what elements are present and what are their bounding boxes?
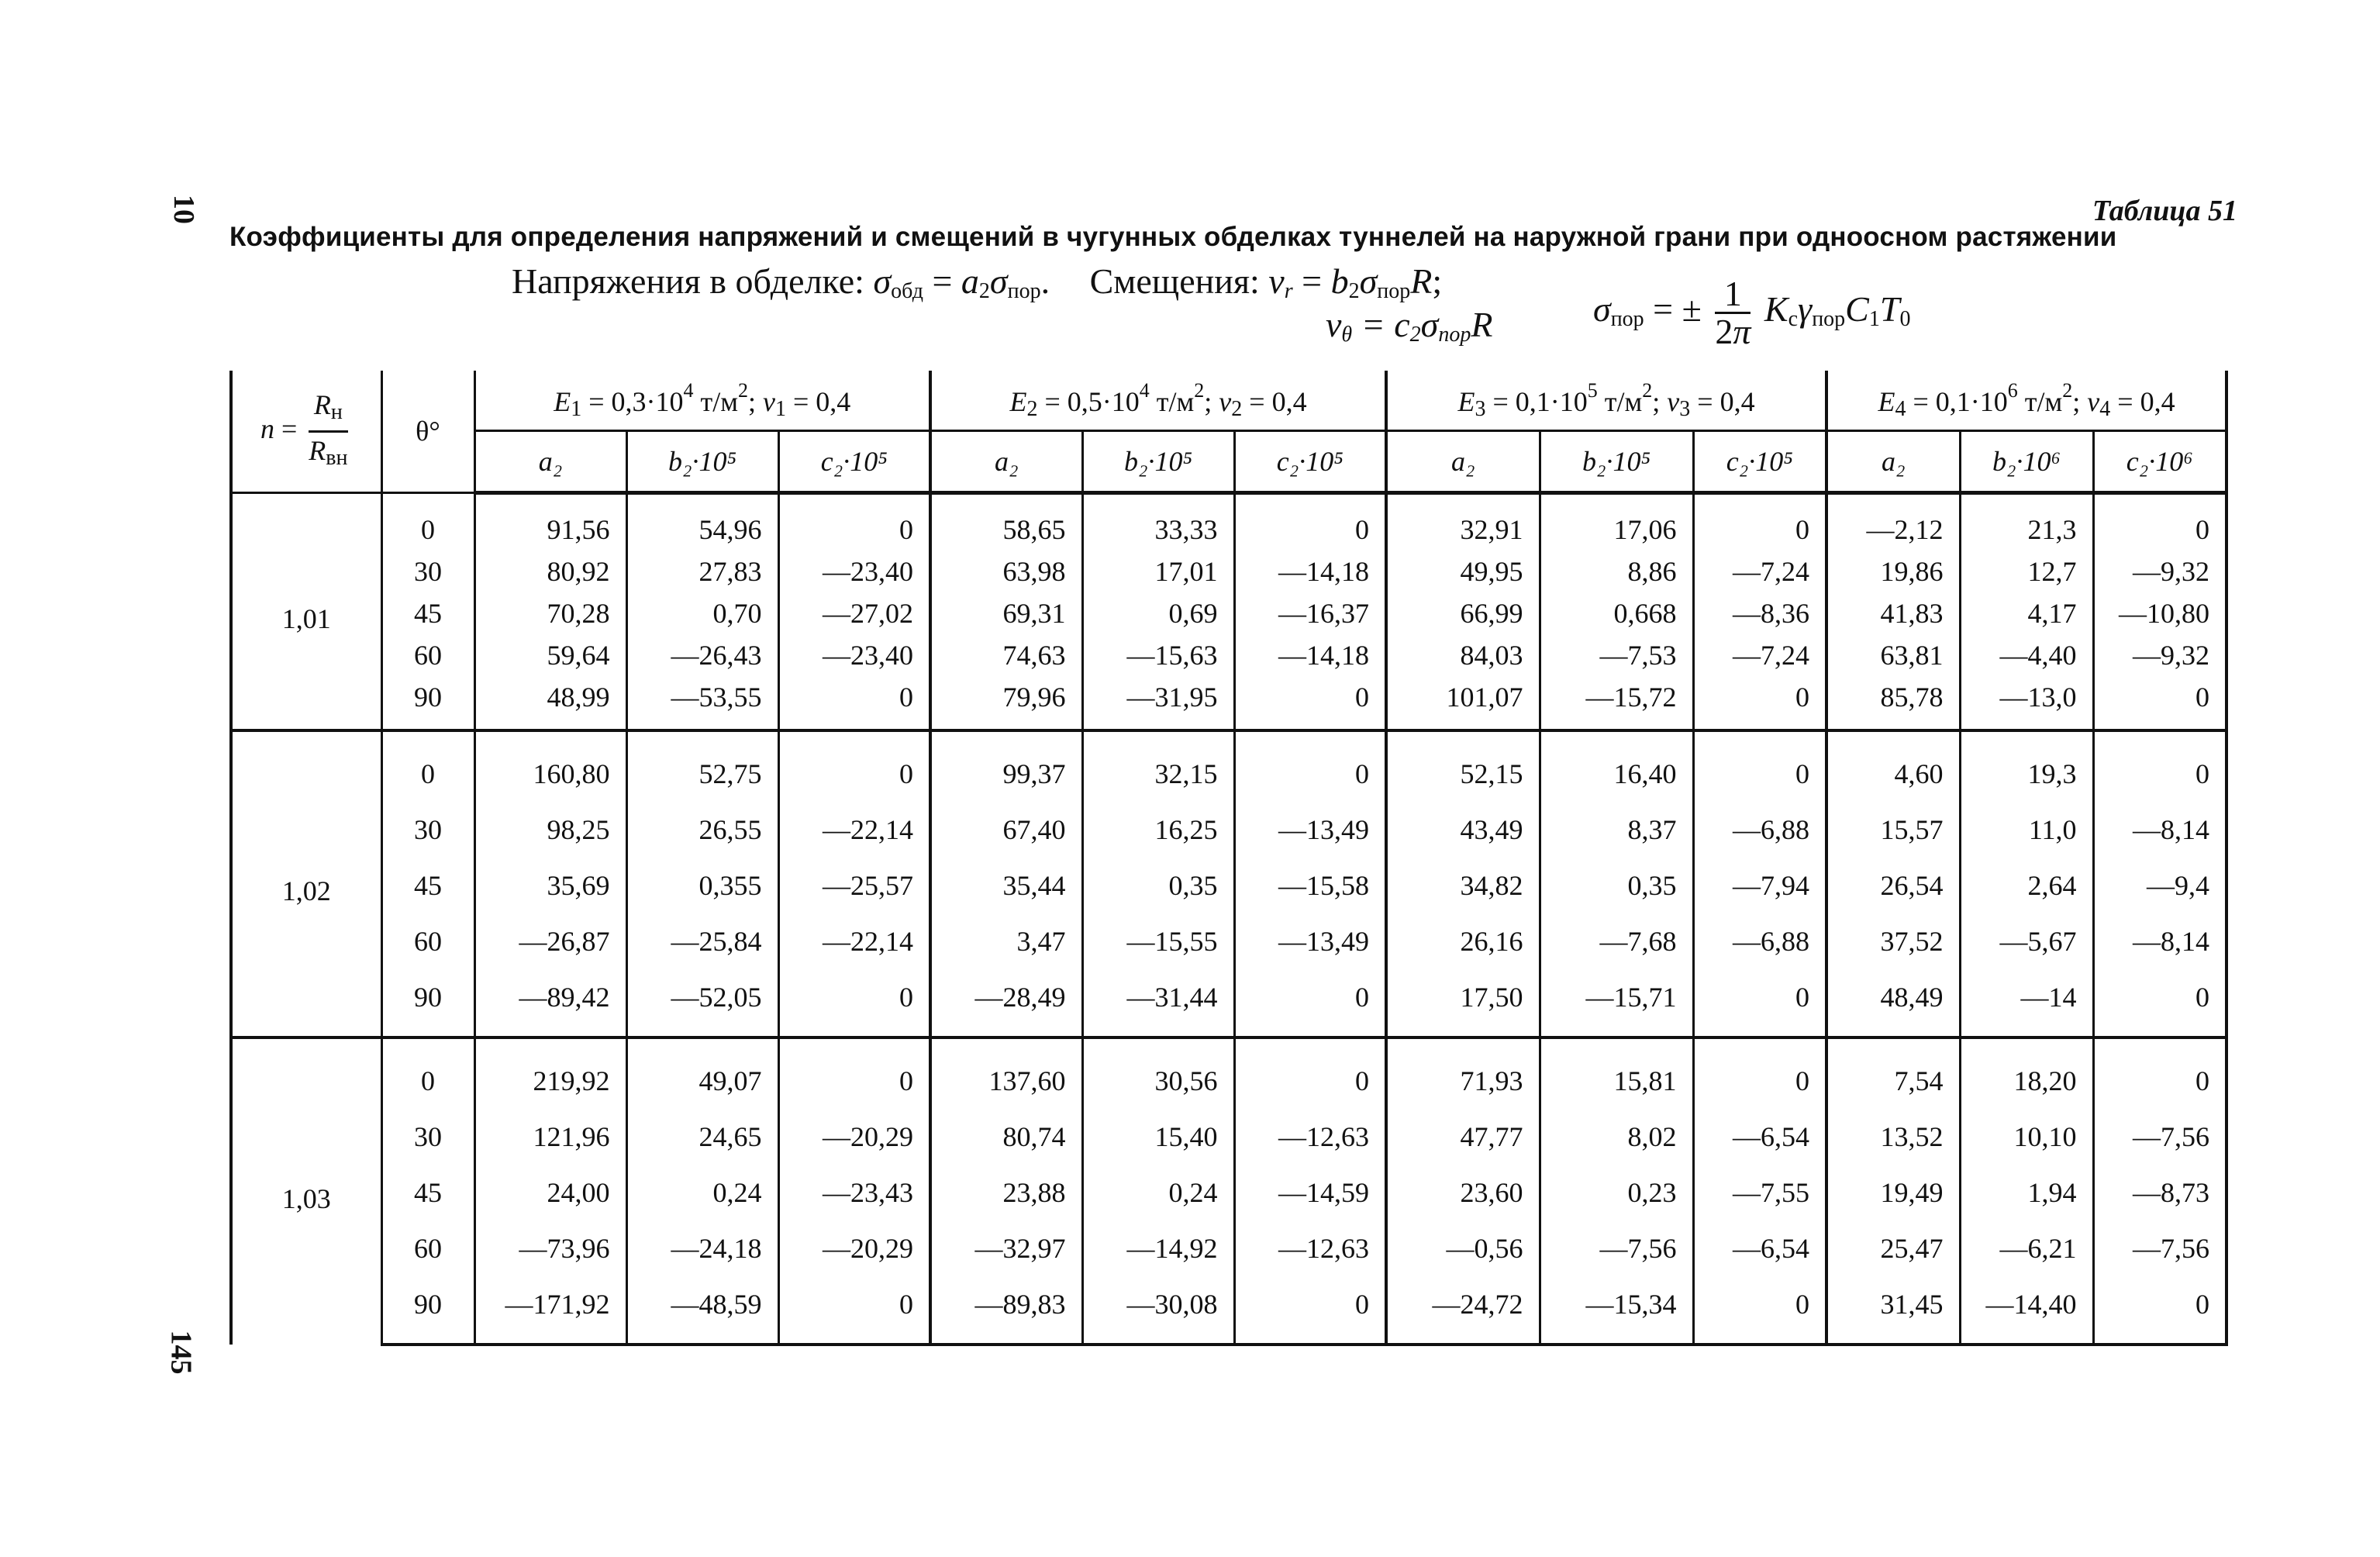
group-e-exponent: 5 [1587, 378, 1598, 402]
coefficient-cell: 25,47 [1826, 1220, 1960, 1276]
coefficient-cell: 0,668 [1540, 592, 1693, 634]
coefficient-cell: 49,07 [626, 1037, 778, 1109]
coefficient-cell: —15,71 [1540, 969, 1693, 1037]
coefficient-cell: 0 [2093, 676, 2227, 730]
coefficient-cell: 13,52 [1826, 1109, 1960, 1165]
group-e-index: 1 [571, 396, 582, 421]
coefficient-cell: 19,86 [1826, 551, 1960, 592]
coefficient-cell: 0 [778, 1037, 930, 1109]
group-e-unit-exponent: 2 [1194, 378, 1205, 402]
table-row [231, 1165, 2227, 1220]
coefficient-cell: 0 [1693, 1276, 1826, 1345]
coefficient-cell: 0,24 [1082, 1165, 1234, 1220]
coefficient-cell: 31,45 [1826, 1276, 1960, 1345]
table-row [231, 634, 2227, 676]
subheader-2-2: b₂·10⁵ [1082, 431, 1234, 493]
coefficient-cell: 23,60 [1386, 1165, 1540, 1220]
coefficient-cell: —13,49 [1234, 802, 1386, 858]
coefficient-cell: —14,18 [1234, 634, 1386, 676]
coefficient-cell: 32,15 [1082, 730, 1234, 802]
coefficient-cell: 63,81 [1826, 634, 1960, 676]
group-e-symbol: E [1878, 385, 1895, 417]
group-nu-value: = 0,4 [786, 385, 851, 417]
coefficient-cell: —8,36 [1693, 592, 1826, 634]
coefficient-cell: 30,56 [1082, 1037, 1234, 1109]
header-group-e1 [474, 371, 930, 431]
coefficient-cell: —15,34 [1540, 1276, 1693, 1345]
subheader-2-3: c₂·10⁵ [1234, 431, 1386, 493]
group-nu-index: 4 [2099, 396, 2111, 421]
coefficient-cell: 16,40 [1540, 730, 1693, 802]
coefficient-cell: 0 [1234, 969, 1386, 1037]
coefficient-cell: 0 [778, 730, 930, 802]
coefficient-cell: 21,3 [1960, 493, 2093, 551]
group-e-unit-exponent: 2 [738, 378, 748, 402]
coefficient-cell: —14,59 [1234, 1165, 1386, 1220]
coefficient-cell: 54,96 [626, 493, 778, 551]
group-nu-index: 2 [1231, 396, 1243, 421]
page-number-side-top: 10 [167, 195, 200, 224]
table-row [231, 858, 2227, 913]
coefficient-cell: 0,70 [626, 592, 778, 634]
coefficient-cell: —7,56 [1540, 1220, 1693, 1276]
coefficient-cell: —28,49 [930, 969, 1082, 1037]
coefficient-cell: —0,56 [1386, 1220, 1540, 1276]
coefficient-cell: —48,59 [626, 1276, 778, 1345]
coefficient-cell: 0 [1234, 730, 1386, 802]
coefficient-cell: 26,16 [1386, 913, 1540, 969]
theta-value: 30 [381, 802, 474, 858]
group-e-unit-exponent: 2 [1642, 378, 1653, 402]
group-e-unit-exponent: 2 [2062, 378, 2073, 402]
coefficient-cell: 16,25 [1082, 802, 1234, 858]
coefficient-cell: —14,92 [1082, 1220, 1234, 1276]
group-nu-value: = 0,4 [1242, 385, 1307, 417]
coefficient-cell: —14,18 [1234, 551, 1386, 592]
coefficient-cell: —23,40 [778, 634, 930, 676]
coefficient-cell: —15,55 [1082, 913, 1234, 969]
group-nu-index: 3 [1679, 396, 1691, 421]
block-3 [231, 1037, 2227, 1345]
theta-value: 30 [381, 1109, 474, 1165]
coefficient-cell: 0,23 [1540, 1165, 1693, 1220]
header-group-e4 [1826, 371, 2227, 431]
subheader-2-1: a₂ [930, 431, 1082, 493]
block-1 [231, 493, 2227, 731]
subheader-3-2: b₂·10⁵ [1540, 431, 1693, 493]
coefficient-cell: 0 [1234, 1037, 1386, 1109]
coefficient-cell: 24,00 [474, 1165, 626, 1220]
n-value: 1,01 [231, 493, 381, 731]
coefficient-cell: —7,56 [2093, 1220, 2227, 1276]
formula-block [512, 261, 2031, 361]
coefficient-cell: 0 [2093, 493, 2227, 551]
coefficient-cell: 0 [778, 969, 930, 1037]
coefficient-cell: 0 [1234, 1276, 1386, 1345]
stress-formula: $\sigma_{обд} = a_2\sigma_{пор}$. [873, 261, 1050, 303]
table-row [231, 802, 2227, 858]
coefficient-cell: —12,63 [1234, 1220, 1386, 1276]
theta-value: 0 [381, 493, 474, 551]
coefficient-cell: —2,12 [1826, 493, 1960, 551]
coefficient-cell: —20,29 [778, 1220, 930, 1276]
table-row [231, 1220, 2227, 1276]
coefficient-cell: 0,35 [1540, 858, 1693, 913]
coefficient-cell: —27,02 [778, 592, 930, 634]
table-row [231, 969, 2227, 1037]
coefficient-cell: —6,54 [1693, 1109, 1826, 1165]
coefficient-cell: 98,25 [474, 802, 626, 858]
theta-value: 30 [381, 551, 474, 592]
coefficient-cell: 2,64 [1960, 858, 2093, 913]
coefficient-cell: —5,67 [1960, 913, 2093, 969]
radial-displacement-formula: $v_r = b_2\sigma_{пор}R$; [1268, 261, 1443, 303]
coefficient-cell: —13,49 [1234, 913, 1386, 969]
subheader-3-1: a₂ [1386, 431, 1540, 493]
header-theta: θ° [381, 371, 474, 493]
displacements-label: Смещения: [1089, 261, 1260, 301]
coefficient-cell: —7,53 [1540, 634, 1693, 676]
table-row [231, 493, 2227, 551]
coefficient-cell: 4,17 [1960, 592, 2093, 634]
group-e-unit: т/м [1149, 385, 1195, 417]
theta-value: 0 [381, 1037, 474, 1109]
coefficient-cell: —15,58 [1234, 858, 1386, 913]
coefficient-cell: —16,37 [1234, 592, 1386, 634]
coefficient-cell: 0 [1693, 969, 1826, 1037]
tangential-displacement-formula: $v_\theta = c_2\sigma_{пор}R$ [1326, 305, 1493, 347]
coefficient-cell: —7,24 [1693, 634, 1826, 676]
group-e-exponent: 4 [1139, 378, 1150, 402]
coefficient-cell: —12,63 [1234, 1109, 1386, 1165]
coefficient-cell: —6,21 [1960, 1220, 2093, 1276]
coefficient-cell: 0 [1693, 676, 1826, 730]
coefficient-cell: —22,14 [778, 802, 930, 858]
group-nu-symbol: ν [2087, 385, 2100, 417]
coefficient-cell: —14 [1960, 969, 2093, 1037]
coefficient-cell: 69,31 [930, 592, 1082, 634]
coefficient-cell: 26,54 [1826, 858, 1960, 913]
group-nu-symbol: ν [763, 385, 775, 417]
table-row [231, 913, 2227, 969]
coefficient-cell: —7,94 [1693, 858, 1826, 913]
coefficient-cell: —26,43 [626, 634, 778, 676]
coefficient-cell: —7,56 [2093, 1109, 2227, 1165]
coefficient-cell: 11,0 [1960, 802, 2093, 858]
subheader-4-3: c₂·10⁶ [2093, 431, 2227, 493]
coefficient-cell: —8,14 [2093, 802, 2227, 858]
theta-value: 90 [381, 1276, 474, 1345]
coefficient-cell: 0 [2093, 1037, 2227, 1109]
page-number-side-bottom: 145 [164, 1330, 198, 1375]
coefficient-cell: 18,20 [1960, 1037, 2093, 1109]
subheader-3-3: c₂·10⁵ [1693, 431, 1826, 493]
coefficient-cell: 0 [2093, 730, 2227, 802]
coefficient-cell: 0,355 [626, 858, 778, 913]
coefficient-cell: 15,81 [1540, 1037, 1693, 1109]
coefficient-cell: 17,06 [1540, 493, 1693, 551]
group-separator: ; [1652, 385, 1668, 417]
coefficient-cell: —20,29 [778, 1109, 930, 1165]
subheader-row [231, 431, 2227, 493]
coefficient-cell: 160,80 [474, 730, 626, 802]
coefficient-cell: —8,14 [2093, 913, 2227, 969]
group-e-symbol: E [1009, 385, 1027, 417]
group-e-index: 2 [1026, 396, 1038, 421]
group-e-value: = 0,5·10 [1037, 385, 1140, 417]
table-row [231, 676, 2227, 730]
coefficient-cell: 79,96 [930, 676, 1082, 730]
coefficient-cell: —7,24 [1693, 551, 1826, 592]
group-e-symbol: E [1457, 385, 1475, 417]
group-nu-symbol: ν [1667, 385, 1680, 417]
coefficient-cell: —25,57 [778, 858, 930, 913]
coefficient-cell: —171,92 [474, 1276, 626, 1345]
coefficient-cell: 101,07 [1386, 676, 1540, 730]
coefficient-cell: —6,88 [1693, 802, 1826, 858]
coefficient-cell: —25,84 [626, 913, 778, 969]
coefficient-cell: —22,14 [778, 913, 930, 969]
coefficient-cell: 219,92 [474, 1037, 626, 1109]
theta-value: 90 [381, 676, 474, 730]
stresses-label: Напряжения в обделке: [512, 261, 864, 301]
coefficient-cell: —8,73 [2093, 1165, 2227, 1220]
coefficient-cell: 85,78 [1826, 676, 1960, 730]
coefficient-cell: 0 [1693, 1037, 1826, 1109]
coefficient-cell: —7,55 [1693, 1165, 1826, 1220]
coefficient-cell: 0 [778, 493, 930, 551]
coefficient-cell: 99,37 [930, 730, 1082, 802]
theta-value: 60 [381, 634, 474, 676]
theta-value: 60 [381, 913, 474, 969]
coefficient-cell: —26,87 [474, 913, 626, 969]
theta-value: 45 [381, 592, 474, 634]
table-row [231, 592, 2227, 634]
theta-value: 60 [381, 1220, 474, 1276]
coefficient-cell: 4,60 [1826, 730, 1960, 802]
coefficient-cell: —15,63 [1082, 634, 1234, 676]
coefficient-cell: 15,40 [1082, 1109, 1234, 1165]
coefficient-cell: 7,54 [1826, 1037, 1960, 1109]
coefficient-cell: 23,88 [930, 1165, 1082, 1220]
coefficient-cell: 0 [1693, 493, 1826, 551]
coefficient-cell: 0 [2093, 969, 2227, 1037]
coefficient-cell: 10,10 [1960, 1109, 2093, 1165]
coefficient-cell: —31,44 [1082, 969, 1234, 1037]
coefficient-cell: 0 [2093, 1276, 2227, 1345]
coefficient-cell: 26,55 [626, 802, 778, 858]
coefficient-cell: 52,15 [1386, 730, 1540, 802]
theta-value: 45 [381, 858, 474, 913]
header-n: n = $\frac{R_н}{R_{вн}}$ [231, 371, 381, 493]
coefficient-cell: 19,3 [1960, 730, 2093, 802]
coefficient-cell: 0 [1693, 730, 1826, 802]
coefficient-cell: 0 [1234, 493, 1386, 551]
coefficient-cell: —32,97 [930, 1220, 1082, 1276]
group-nu-symbol: ν [1219, 385, 1232, 417]
subheader-4-2: b₂·10⁶ [1960, 431, 2093, 493]
coefficient-cell: 0,35 [1082, 858, 1234, 913]
coefficient-cell: —7,68 [1540, 913, 1693, 969]
group-e-value: = 0,1·10 [1485, 385, 1588, 417]
coefficient-cell: 12,7 [1960, 551, 2093, 592]
subheader-1-3: c₂·10⁵ [778, 431, 930, 493]
coefficient-cell: —6,54 [1693, 1220, 1826, 1276]
coefficient-cell: 137,60 [930, 1037, 1082, 1109]
coefficient-cell: 8,86 [1540, 551, 1693, 592]
coefficient-cell: 121,96 [474, 1109, 626, 1165]
coefficient-cell: 63,98 [930, 551, 1082, 592]
coefficient-cell: 80,74 [930, 1109, 1082, 1165]
coefficient-cell: —9,32 [2093, 551, 2227, 592]
group-e-value: = 0,1·10 [1906, 385, 2008, 417]
table-row [231, 1276, 2227, 1345]
coefficient-cell: —14,40 [1960, 1276, 2093, 1345]
header-group-e3 [1386, 371, 1826, 431]
group-e-value: = 0,3·10 [581, 385, 684, 417]
group-separator: ; [2072, 385, 2088, 417]
coefficient-cell: —4,40 [1960, 634, 2093, 676]
coefficient-cell: 8,37 [1540, 802, 1693, 858]
group-e-index: 3 [1475, 396, 1486, 421]
table-row [231, 551, 2227, 592]
n-value: 1,03 [231, 1037, 381, 1345]
group-nu-value: = 0,4 [2110, 385, 2175, 417]
coefficient-cell: 35,69 [474, 858, 626, 913]
coefficient-cell: 32,91 [1386, 493, 1540, 551]
coefficient-cell: —53,55 [626, 676, 778, 730]
theta-value: 0 [381, 730, 474, 802]
block-2 [231, 730, 2227, 1037]
coefficient-cell: 0,69 [1082, 592, 1234, 634]
group-e-unit: т/м [693, 385, 738, 417]
coefficient-cell: 41,83 [1826, 592, 1960, 634]
header-group-e2 [930, 371, 1386, 431]
coefficient-cell: 3,47 [930, 913, 1082, 969]
coefficient-cell: 34,82 [1386, 858, 1540, 913]
group-e-unit: т/м [2017, 385, 2063, 417]
coefficient-cell: —9,4 [2093, 858, 2227, 913]
stress-threshold-formula: $\sigma_{пор}$ = ± $\frac{1}{2\pi}$ $K_с\gamma_{пор}C_1T_0$ [1593, 274, 1911, 351]
coefficient-cell: 37,52 [1826, 913, 1960, 969]
coefficient-cell: 43,49 [1386, 802, 1540, 858]
coefficients-table [229, 371, 2228, 1346]
coefficient-cell: 48,99 [474, 676, 626, 730]
coefficient-cell: 52,75 [626, 730, 778, 802]
coefficient-cell: 0 [778, 1276, 930, 1345]
table-label: Таблица 51 [2092, 195, 2237, 227]
coefficient-cell: —31,95 [1082, 676, 1234, 730]
coefficient-cell: 80,92 [474, 551, 626, 592]
coefficient-cell: 0,24 [626, 1165, 778, 1220]
group-e-exponent: 6 [2007, 378, 2018, 402]
coefficient-cell: 8,02 [1540, 1109, 1693, 1165]
coefficient-cell: 67,40 [930, 802, 1082, 858]
group-nu-index: 1 [775, 396, 786, 421]
coefficient-cell: 91,56 [474, 493, 626, 551]
coefficient-cell: 58,65 [930, 493, 1082, 551]
group-separator: ; [748, 385, 764, 417]
coefficient-cell: 19,49 [1826, 1165, 1960, 1220]
coefficient-cell: 17,01 [1082, 551, 1234, 592]
coefficient-cell: 49,95 [1386, 551, 1540, 592]
coefficient-cell: —24,18 [626, 1220, 778, 1276]
coefficient-cell: —13,0 [1960, 676, 2093, 730]
theta-value: 90 [381, 969, 474, 1037]
coefficient-cell: —73,96 [474, 1220, 626, 1276]
coefficient-cell: 71,93 [1386, 1037, 1540, 1109]
coefficient-cell: 33,33 [1082, 493, 1234, 551]
coefficient-cell: 15,57 [1826, 802, 1960, 858]
coefficient-cell: 24,65 [626, 1109, 778, 1165]
coefficient-cell: 66,99 [1386, 592, 1540, 634]
coefficient-cell: —89,83 [930, 1276, 1082, 1345]
table-row [231, 1037, 2227, 1109]
coefficient-cell: 0 [778, 676, 930, 730]
formula-line-1 [512, 261, 1442, 304]
table-row [231, 730, 2227, 802]
coefficient-cell: 59,64 [474, 634, 626, 676]
coefficient-cell: —10,80 [2093, 592, 2227, 634]
table-row [231, 1109, 2227, 1165]
table-title: Коэффициенты для определения напряжений и смещений в чугунных обделках туннелей на наружной грани при одноосном растяжении [229, 222, 2117, 252]
coefficient-cell: 35,44 [930, 858, 1082, 913]
subheader-4-1: a₂ [1826, 431, 1960, 493]
coefficient-cell: —89,42 [474, 969, 626, 1037]
coefficient-cell: —24,72 [1386, 1276, 1540, 1345]
coefficient-cell: 1,94 [1960, 1165, 2093, 1220]
coefficient-cell: 47,77 [1386, 1109, 1540, 1165]
group-e-index: 4 [1895, 396, 1906, 421]
group-nu-value: = 0,4 [1690, 385, 1755, 417]
subheader-1-2: b₂·10⁵ [626, 431, 778, 493]
coefficient-cell: —23,43 [778, 1165, 930, 1220]
coefficient-cell: —15,72 [1540, 676, 1693, 730]
subheader-1-1: a₂ [474, 431, 626, 493]
group-e-exponent: 4 [683, 378, 694, 402]
coefficient-cell: 70,28 [474, 592, 626, 634]
coefficient-cell: —30,08 [1082, 1276, 1234, 1345]
coefficient-cell: 0 [1234, 676, 1386, 730]
group-separator: ; [1204, 385, 1219, 417]
group-e-unit: т/м [1597, 385, 1643, 417]
coefficient-cell: 27,83 [626, 551, 778, 592]
coefficient-cell: —52,05 [626, 969, 778, 1037]
coefficient-cell: 84,03 [1386, 634, 1540, 676]
theta-value: 45 [381, 1165, 474, 1220]
coefficient-cell: 74,63 [930, 634, 1082, 676]
coefficient-cell: —23,40 [778, 551, 930, 592]
coefficient-cell: 17,50 [1386, 969, 1540, 1037]
coefficient-cell: —9,32 [2093, 634, 2227, 676]
coefficient-cell: —6,88 [1693, 913, 1826, 969]
group-e-symbol: E [554, 385, 571, 417]
n-value: 1,02 [231, 730, 381, 1037]
coefficient-cell: 48,49 [1826, 969, 1960, 1037]
